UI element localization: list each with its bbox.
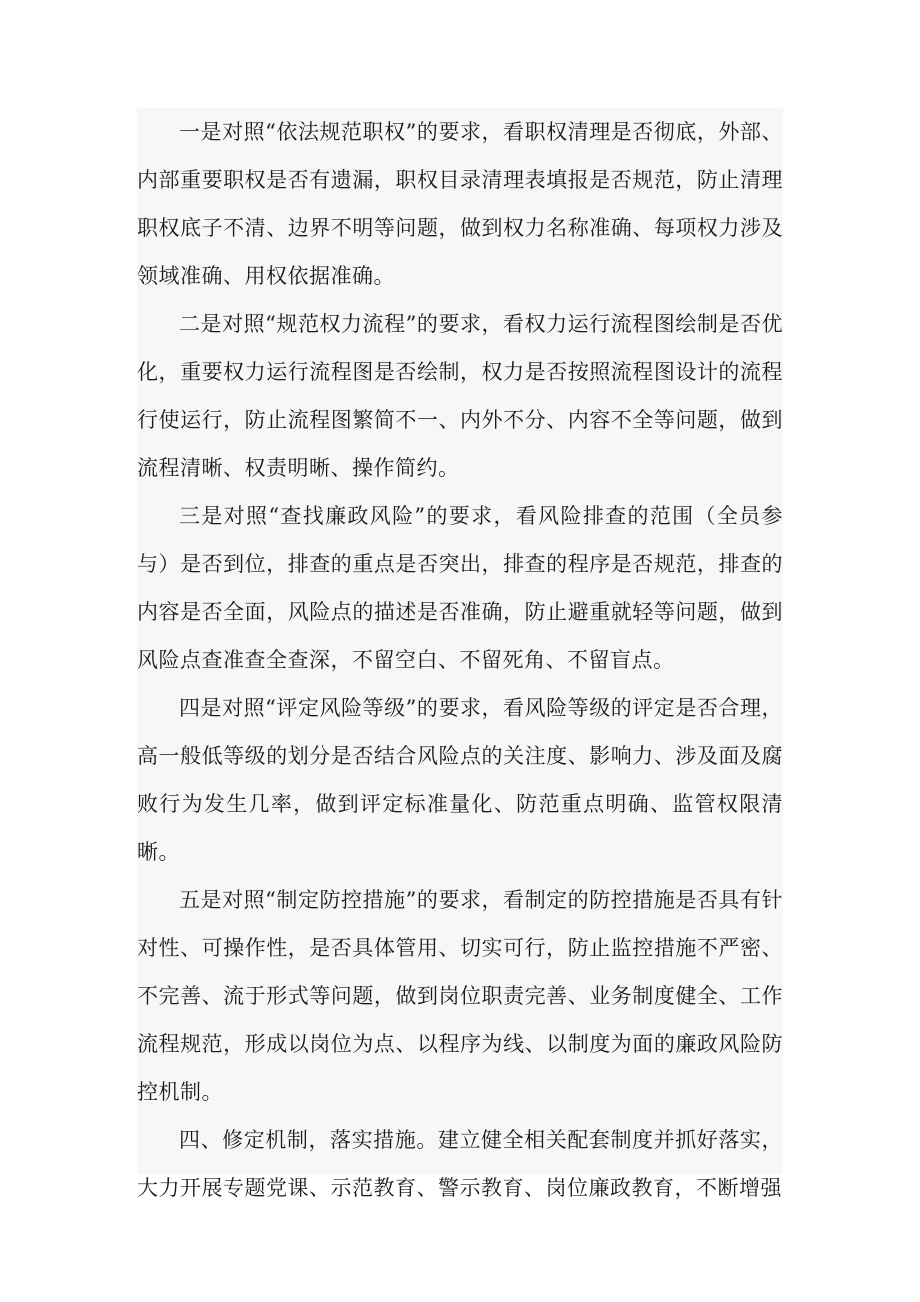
paragraph-5: 五是对照“制定防控措施”的要求，看制定的防控措施是否具有针对性、可操作性，是否具体管用、切实可行，防止监控措施不严密、不完善、流于形式等问题，做到岗位职责完善、业务制度健全、工作流程规范，形成以岗位为点、以程序为线、以制度为面的廉政风险防控机制。: [137, 888, 783, 1104]
paragraph-2: 二是对照“规范权力流程”的要求，看权力运行流程图绘制是否优化，重要权力运行流程图是否绘制，权力是否按照流程图设计的流程行使运行，防止流程图繁简不一、内外不分、内容不全等问题，做到流程清晰、权责明晰、操作简约。: [137, 312, 783, 480]
paragraph-3: 三是对照“查找廉政风险”的要求，看风险排查的范围（全员参与）是否到位，排查的重点是否突出，排查的程序是否规范，排查的内容是否全面，风险点的描述是否准确，防止避重就轻等问题，做到风险点查准查全查深，不留空白、不留死角、不留盲点。: [137, 504, 783, 672]
paragraph-1: 一是对照“依法规范职权”的要求，看职权清理是否彻底，外部、内部重要职权是否有遗漏，职权目录清理表填报是否规范，防止清理职权底子不清、边界不明等问题，做到权力名称准确、每项权力涉及领域准确、用权依据准确。: [137, 120, 783, 288]
paragraph-4: 四是对照“评定风险等级”的要求，看风险等级的评定是否合理，高一般低等级的划分是否结合风险点的关注度、影响力、涉及面及腐败行为发生几率，做到评定标准量化、防范重点明确、监管权限清晰。: [137, 696, 783, 864]
document-body: [137, 108, 783, 1200]
paragraph-6: 四、修定机制，落实措施。建立健全相关配套制度并抓好落实，大力开展专题党课、示范教育、警示教育、岗位廉政教育，不断增强: [137, 1128, 783, 1200]
